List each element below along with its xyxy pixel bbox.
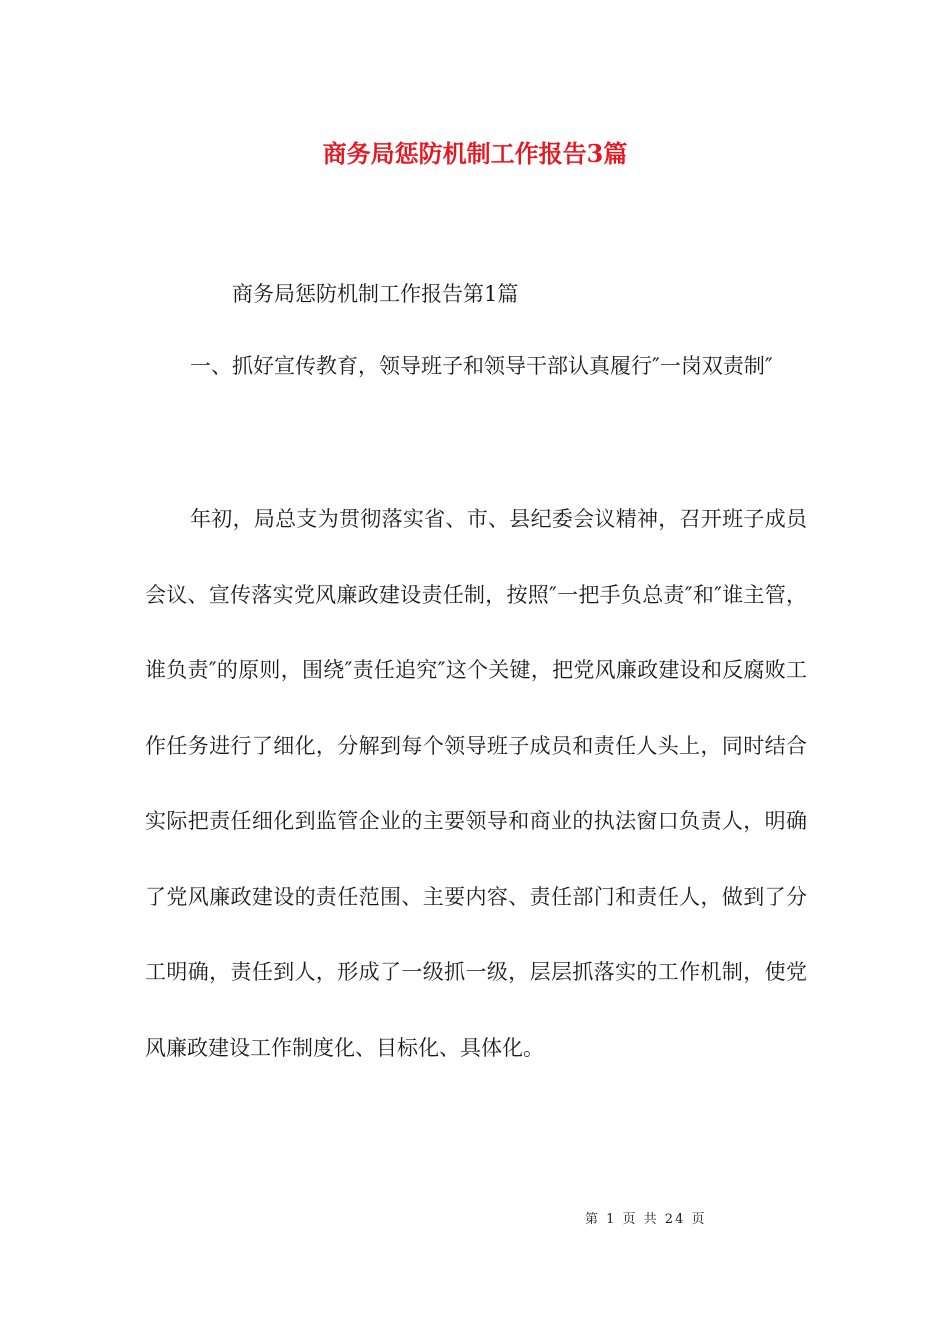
paragraph-1: 一、抓好宣传教育，领导班子和领导干部认真履行″一岗双责制″ xyxy=(190,354,773,378)
section-heading: 商务局惩防机制工作报告第1篇 xyxy=(232,282,519,306)
page-number-footer: 第 1 页 共 24 页 xyxy=(585,1212,707,1227)
paragraph-2: 年初，局总支为贯彻落实省、市、县纪委会议精神，召开班子成员会议、宣传落实党风廉政建设责任制，按照″一把手负总责″和″谁主管，谁负责″的原则，围绕″责任追究″这个关键，把党风廉政建设和反腐败工作任务进行了细化，分解到每个领导班子成员和责任人头上，同时结合实际把责任细化到监管企业的主要领导和商业的执法窗口负责人，明确了党风廉政建设的责任范围、主要内容、责任部门和责任人，做到了分工明确，责任到人，形成了一级抓一级，层层抓落实的工作机制，使党风廉政建设工作制度化、目标化、具体化。 xyxy=(145,507,807,1060)
document-title: 商务局惩防机制工作报告3篇 xyxy=(322,139,628,168)
